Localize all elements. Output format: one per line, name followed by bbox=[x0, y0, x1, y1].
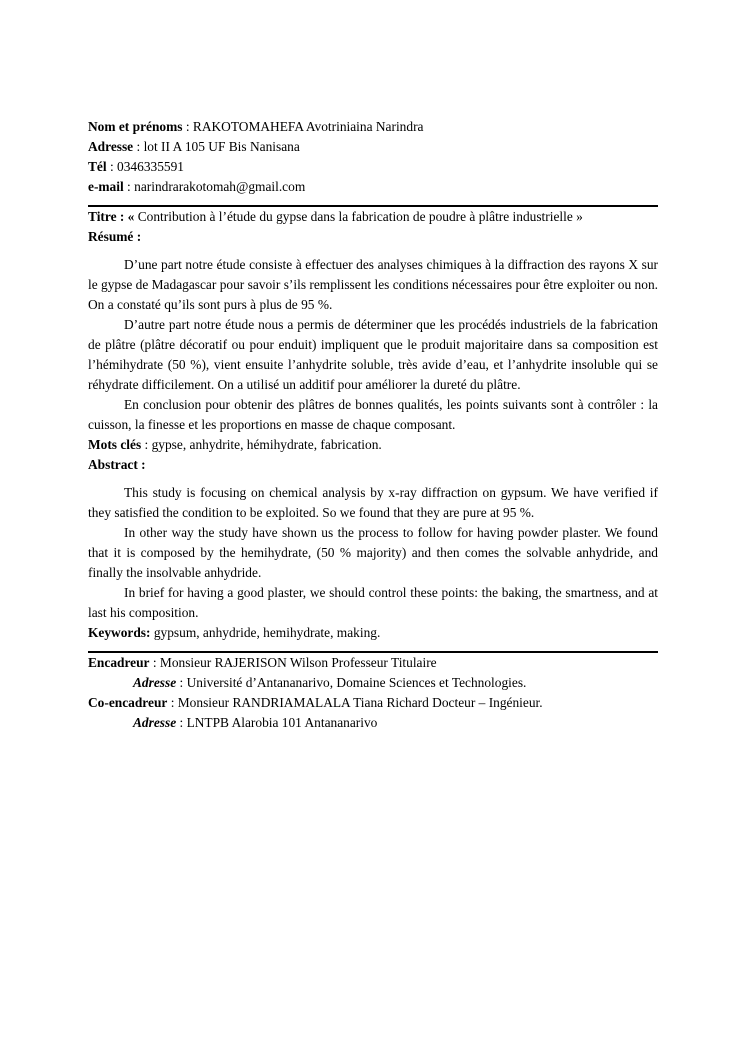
field-email-value: narindrarakotomah@gmail.com bbox=[134, 179, 306, 194]
field-adresse-sep: : bbox=[133, 139, 144, 154]
abstract-paragraph-1: This study is focusing on chemical analysis by x-ray diffraction on gypsum. We have verified if they satisfied the condition to be exploited. So we found that they are pure at 95 %. bbox=[88, 485, 658, 520]
co-encadreur-label: Co-encadreur bbox=[88, 695, 168, 710]
co-encadreur-line bbox=[88, 693, 658, 713]
co-encadreur-address-value: LNTPB Alarobia 101 Antananarivo bbox=[186, 715, 378, 730]
mots-cles-label: Mots clés bbox=[88, 437, 142, 452]
encadreur-address-sep: : bbox=[176, 675, 187, 690]
resume-paragraph-3: En conclusion pour obtenir des plâtres de bonnes qualités, les points suivants sont à contrôler : la cuisson, la finesse et les proportions en masse de chaque composant. bbox=[88, 397, 658, 432]
encadreur-address-line bbox=[88, 673, 658, 693]
co-encadreur-address-line bbox=[88, 713, 658, 733]
field-nom bbox=[88, 117, 658, 137]
field-email bbox=[88, 177, 658, 197]
field-adresse-label: Adresse bbox=[88, 139, 134, 154]
keywords-line bbox=[88, 623, 658, 643]
field-tel bbox=[88, 157, 658, 177]
field-nom-label: Nom et prénoms bbox=[88, 119, 183, 134]
field-email-sep: : bbox=[123, 179, 135, 194]
abstract-heading: Abstract : bbox=[88, 457, 146, 472]
resume-paragraph-2: D’autre part notre étude nous a permis de déterminer que les procédés industriels de la fabrication de plâtre (plâtre décoratif ou pour enduit) impliquent que le produit majoritaire dans sa composition est l’hémihydrate (50 %), vient ensuite l’anhydrite soluble, très avide d’eau, et l’anhydrite insoluble qui se réhydrate difficilement. On a utilisé un additif pour améliorer la dureté du plâtre. bbox=[88, 317, 658, 392]
field-tel-label: Tél bbox=[88, 159, 107, 174]
encadreur-label: Encadreur bbox=[88, 655, 150, 670]
encadreur-value: Monsieur RAJERISON Wilson Professeur Titulaire bbox=[159, 655, 437, 670]
co-encadreur-sep: : bbox=[167, 695, 178, 710]
field-nom-sep: : bbox=[182, 119, 193, 134]
keywords-label: Keywords: bbox=[88, 625, 151, 640]
field-adresse bbox=[88, 137, 658, 157]
encadreur-line bbox=[88, 653, 658, 673]
field-email-label: e-mail bbox=[88, 179, 124, 194]
keywords-value: gypsum, anhydride, hemihydrate, making. bbox=[150, 625, 381, 640]
abstract-paragraph-2: In other way the study have shown us the process to follow for having powder plaster. We found that it is composed by the hemihydrate, (50 % majority) and then comes the solvable anhydride, and finally the insolvable anhydride. bbox=[88, 525, 658, 580]
mots-cles-value: gypse, anhydrite, hémihydrate, fabrication. bbox=[151, 437, 382, 452]
co-encadreur-address-label: Adresse bbox=[133, 715, 177, 730]
resume-heading: Résumé : bbox=[88, 229, 142, 244]
field-adresse-value: lot II A 105 UF Bis Nanisana bbox=[143, 139, 300, 154]
abstract-paragraph-3: In brief for having a good plaster, we should control these points: the baking, the smartness, and at last his composition. bbox=[88, 585, 658, 620]
field-tel-sep: : bbox=[106, 159, 118, 174]
encadreur-sep: : bbox=[149, 655, 160, 670]
mots-cles-sep: : bbox=[141, 437, 152, 452]
title-label: Titre : « bbox=[88, 209, 135, 224]
mots-cles-line bbox=[88, 435, 658, 455]
encadreur-address-label: Adresse bbox=[133, 675, 177, 690]
document-title bbox=[88, 207, 658, 227]
encadreur-address-value: Université d’Antananarivo, Domaine Sciences et Technologies. bbox=[186, 675, 527, 690]
field-tel-value: 0346335591 bbox=[117, 159, 184, 174]
resume-paragraph-1: D’une part notre étude consiste à effectuer des analyses chimiques à la diffraction des rayons X sur le gypse de Madagascar pour savoir s’ils remplissent les conditions nécessaires pour être exploiter ou non. On a constaté qu’ils sont purs à plus de 95 %. bbox=[88, 257, 658, 312]
field-nom-value: RAKOTOMAHEFA Avotriniaina Narindra bbox=[192, 119, 424, 134]
co-encadreur-value: Monsieur RANDRIAMALALA Tiana Richard Docteur – Ingénieur. bbox=[177, 695, 543, 710]
title-text: Contribution à l’étude du gypse dans la fabrication de poudre à plâtre industrielle » bbox=[134, 209, 583, 224]
co-encadreur-address-sep: : bbox=[176, 715, 187, 730]
